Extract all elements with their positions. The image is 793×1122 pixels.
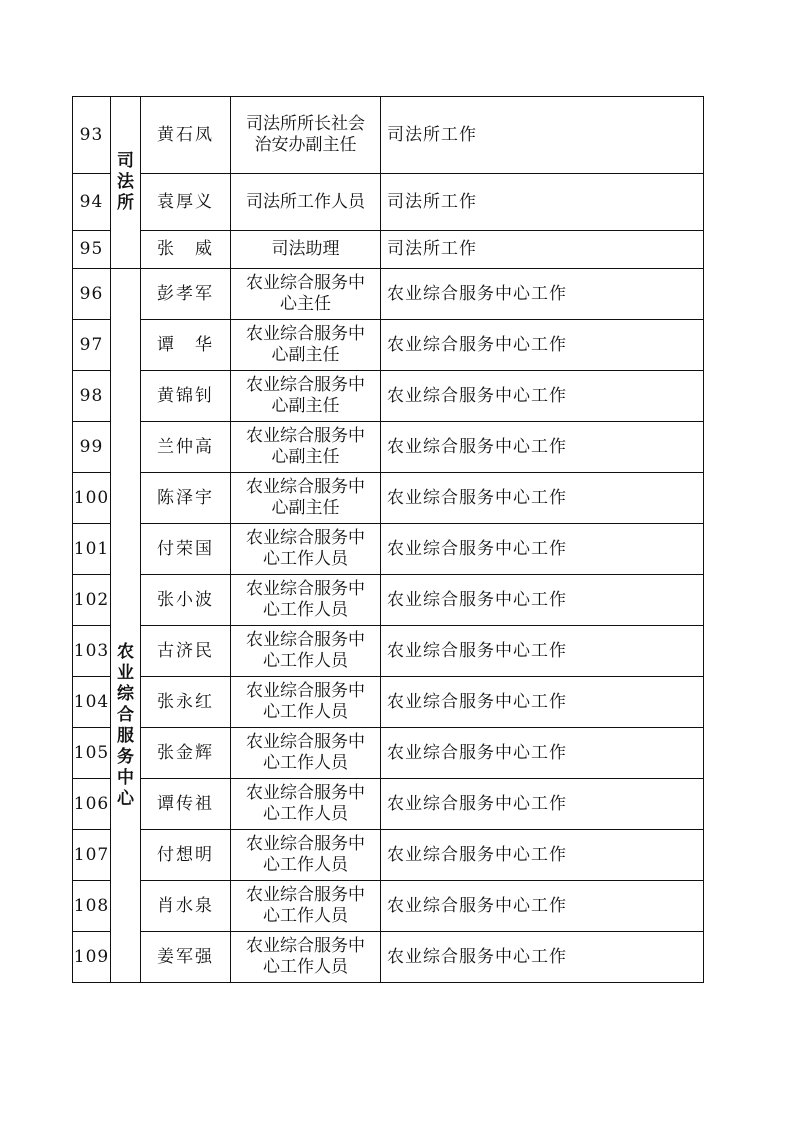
table-row bbox=[73, 728, 704, 779]
person-title: 农业综合服务中心工作人员 bbox=[231, 677, 381, 728]
table-row bbox=[73, 575, 704, 626]
person-duty: 农业综合服务中心工作 bbox=[381, 830, 704, 881]
person-name: 古济民 bbox=[141, 626, 231, 677]
row-number: 105 bbox=[73, 728, 111, 779]
person-title: 农业综合服务中心副主任 bbox=[231, 320, 381, 371]
person-name: 彭孝军 bbox=[141, 269, 231, 320]
person-title: 农业综合服务中心主任 bbox=[231, 269, 381, 320]
table-row bbox=[73, 881, 704, 932]
person-duty: 司法所工作 bbox=[381, 231, 704, 269]
person-name: 兰仲高 bbox=[141, 422, 231, 473]
table-row bbox=[73, 473, 704, 524]
row-number: 93 bbox=[73, 97, 111, 174]
department-label: 司法所 bbox=[117, 151, 134, 213]
table-row bbox=[73, 677, 704, 728]
person-name: 姜军强 bbox=[141, 932, 231, 983]
staff-table bbox=[72, 96, 704, 983]
person-duty: 农业综合服务中心工作 bbox=[381, 626, 704, 677]
row-number: 104 bbox=[73, 677, 111, 728]
row-number: 103 bbox=[73, 626, 111, 677]
table-row bbox=[73, 174, 704, 231]
row-number: 107 bbox=[73, 830, 111, 881]
person-duty: 农业综合服务中心工作 bbox=[381, 932, 704, 983]
row-number: 106 bbox=[73, 779, 111, 830]
row-number: 108 bbox=[73, 881, 111, 932]
person-duty: 农业综合服务中心工作 bbox=[381, 371, 704, 422]
person-name: 袁厚义 bbox=[141, 174, 231, 231]
table-row bbox=[73, 524, 704, 575]
table-row bbox=[73, 830, 704, 881]
person-duty: 农业综合服务中心工作 bbox=[381, 677, 704, 728]
person-name: 张永红 bbox=[141, 677, 231, 728]
person-title: 农业综合服务中心工作人员 bbox=[231, 575, 381, 626]
person-title: 司法所工作人员 bbox=[231, 174, 381, 231]
person-duty: 农业综合服务中心工作 bbox=[381, 473, 704, 524]
person-name: 谭 华 bbox=[141, 320, 231, 371]
person-name: 肖水泉 bbox=[141, 881, 231, 932]
person-name: 黄石凤 bbox=[141, 97, 231, 174]
person-title: 农业综合服务中心工作人员 bbox=[231, 830, 381, 881]
person-duty: 农业综合服务中心工作 bbox=[381, 779, 704, 830]
table-row bbox=[73, 779, 704, 830]
table-row bbox=[73, 97, 704, 174]
row-number: 94 bbox=[73, 174, 111, 231]
person-duty: 司法所工作 bbox=[381, 174, 704, 231]
row-number: 102 bbox=[73, 575, 111, 626]
person-title: 农业综合服务中心副主任 bbox=[231, 473, 381, 524]
table-row bbox=[73, 269, 704, 320]
table-row bbox=[73, 626, 704, 677]
row-number: 101 bbox=[73, 524, 111, 575]
person-name: 张金辉 bbox=[141, 728, 231, 779]
person-name: 谭传祖 bbox=[141, 779, 231, 830]
person-title: 司法助理 bbox=[231, 231, 381, 269]
row-number: 109 bbox=[73, 932, 111, 983]
row-number: 100 bbox=[73, 473, 111, 524]
person-title: 农业综合服务中心工作人员 bbox=[231, 728, 381, 779]
row-number: 97 bbox=[73, 320, 111, 371]
row-number: 95 bbox=[73, 231, 111, 269]
person-duty: 农业综合服务中心工作 bbox=[381, 524, 704, 575]
person-name: 陈泽宇 bbox=[141, 473, 231, 524]
person-name: 张小波 bbox=[141, 575, 231, 626]
table-row bbox=[73, 371, 704, 422]
person-duty: 农业综合服务中心工作 bbox=[381, 728, 704, 779]
person-duty: 农业综合服务中心工作 bbox=[381, 269, 704, 320]
person-duty: 农业综合服务中心工作 bbox=[381, 320, 704, 371]
person-title: 农业综合服务中心工作人员 bbox=[231, 881, 381, 932]
person-title: 农业综合服务中心工作人员 bbox=[231, 626, 381, 677]
person-name: 付荣国 bbox=[141, 524, 231, 575]
person-title: 农业综合服务中心副主任 bbox=[231, 422, 381, 473]
person-name: 张 威 bbox=[141, 231, 231, 269]
row-number: 99 bbox=[73, 422, 111, 473]
department-cell-agri bbox=[111, 269, 141, 983]
person-title: 农业综合服务中心工作人员 bbox=[231, 932, 381, 983]
person-duty: 农业综合服务中心工作 bbox=[381, 575, 704, 626]
person-duty: 农业综合服务中心工作 bbox=[381, 422, 704, 473]
row-number: 96 bbox=[73, 269, 111, 320]
person-duty: 司法所工作 bbox=[381, 97, 704, 174]
table-row bbox=[73, 932, 704, 983]
row-number: 98 bbox=[73, 371, 111, 422]
person-title: 农业综合服务中心工作人员 bbox=[231, 524, 381, 575]
person-title: 司法所所长社会治安办副主任 bbox=[231, 97, 381, 174]
table-row bbox=[73, 320, 704, 371]
person-title: 农业综合服务中心工作人员 bbox=[231, 779, 381, 830]
person-duty: 农业综合服务中心工作 bbox=[381, 881, 704, 932]
department-label: 农业综合服务中心 bbox=[117, 641, 134, 809]
person-title: 农业综合服务中心副主任 bbox=[231, 371, 381, 422]
person-name: 付想明 bbox=[141, 830, 231, 881]
person-name: 黄锦钊 bbox=[141, 371, 231, 422]
table-row bbox=[73, 231, 704, 269]
table-row bbox=[73, 422, 704, 473]
department-cell-justice bbox=[111, 97, 141, 269]
